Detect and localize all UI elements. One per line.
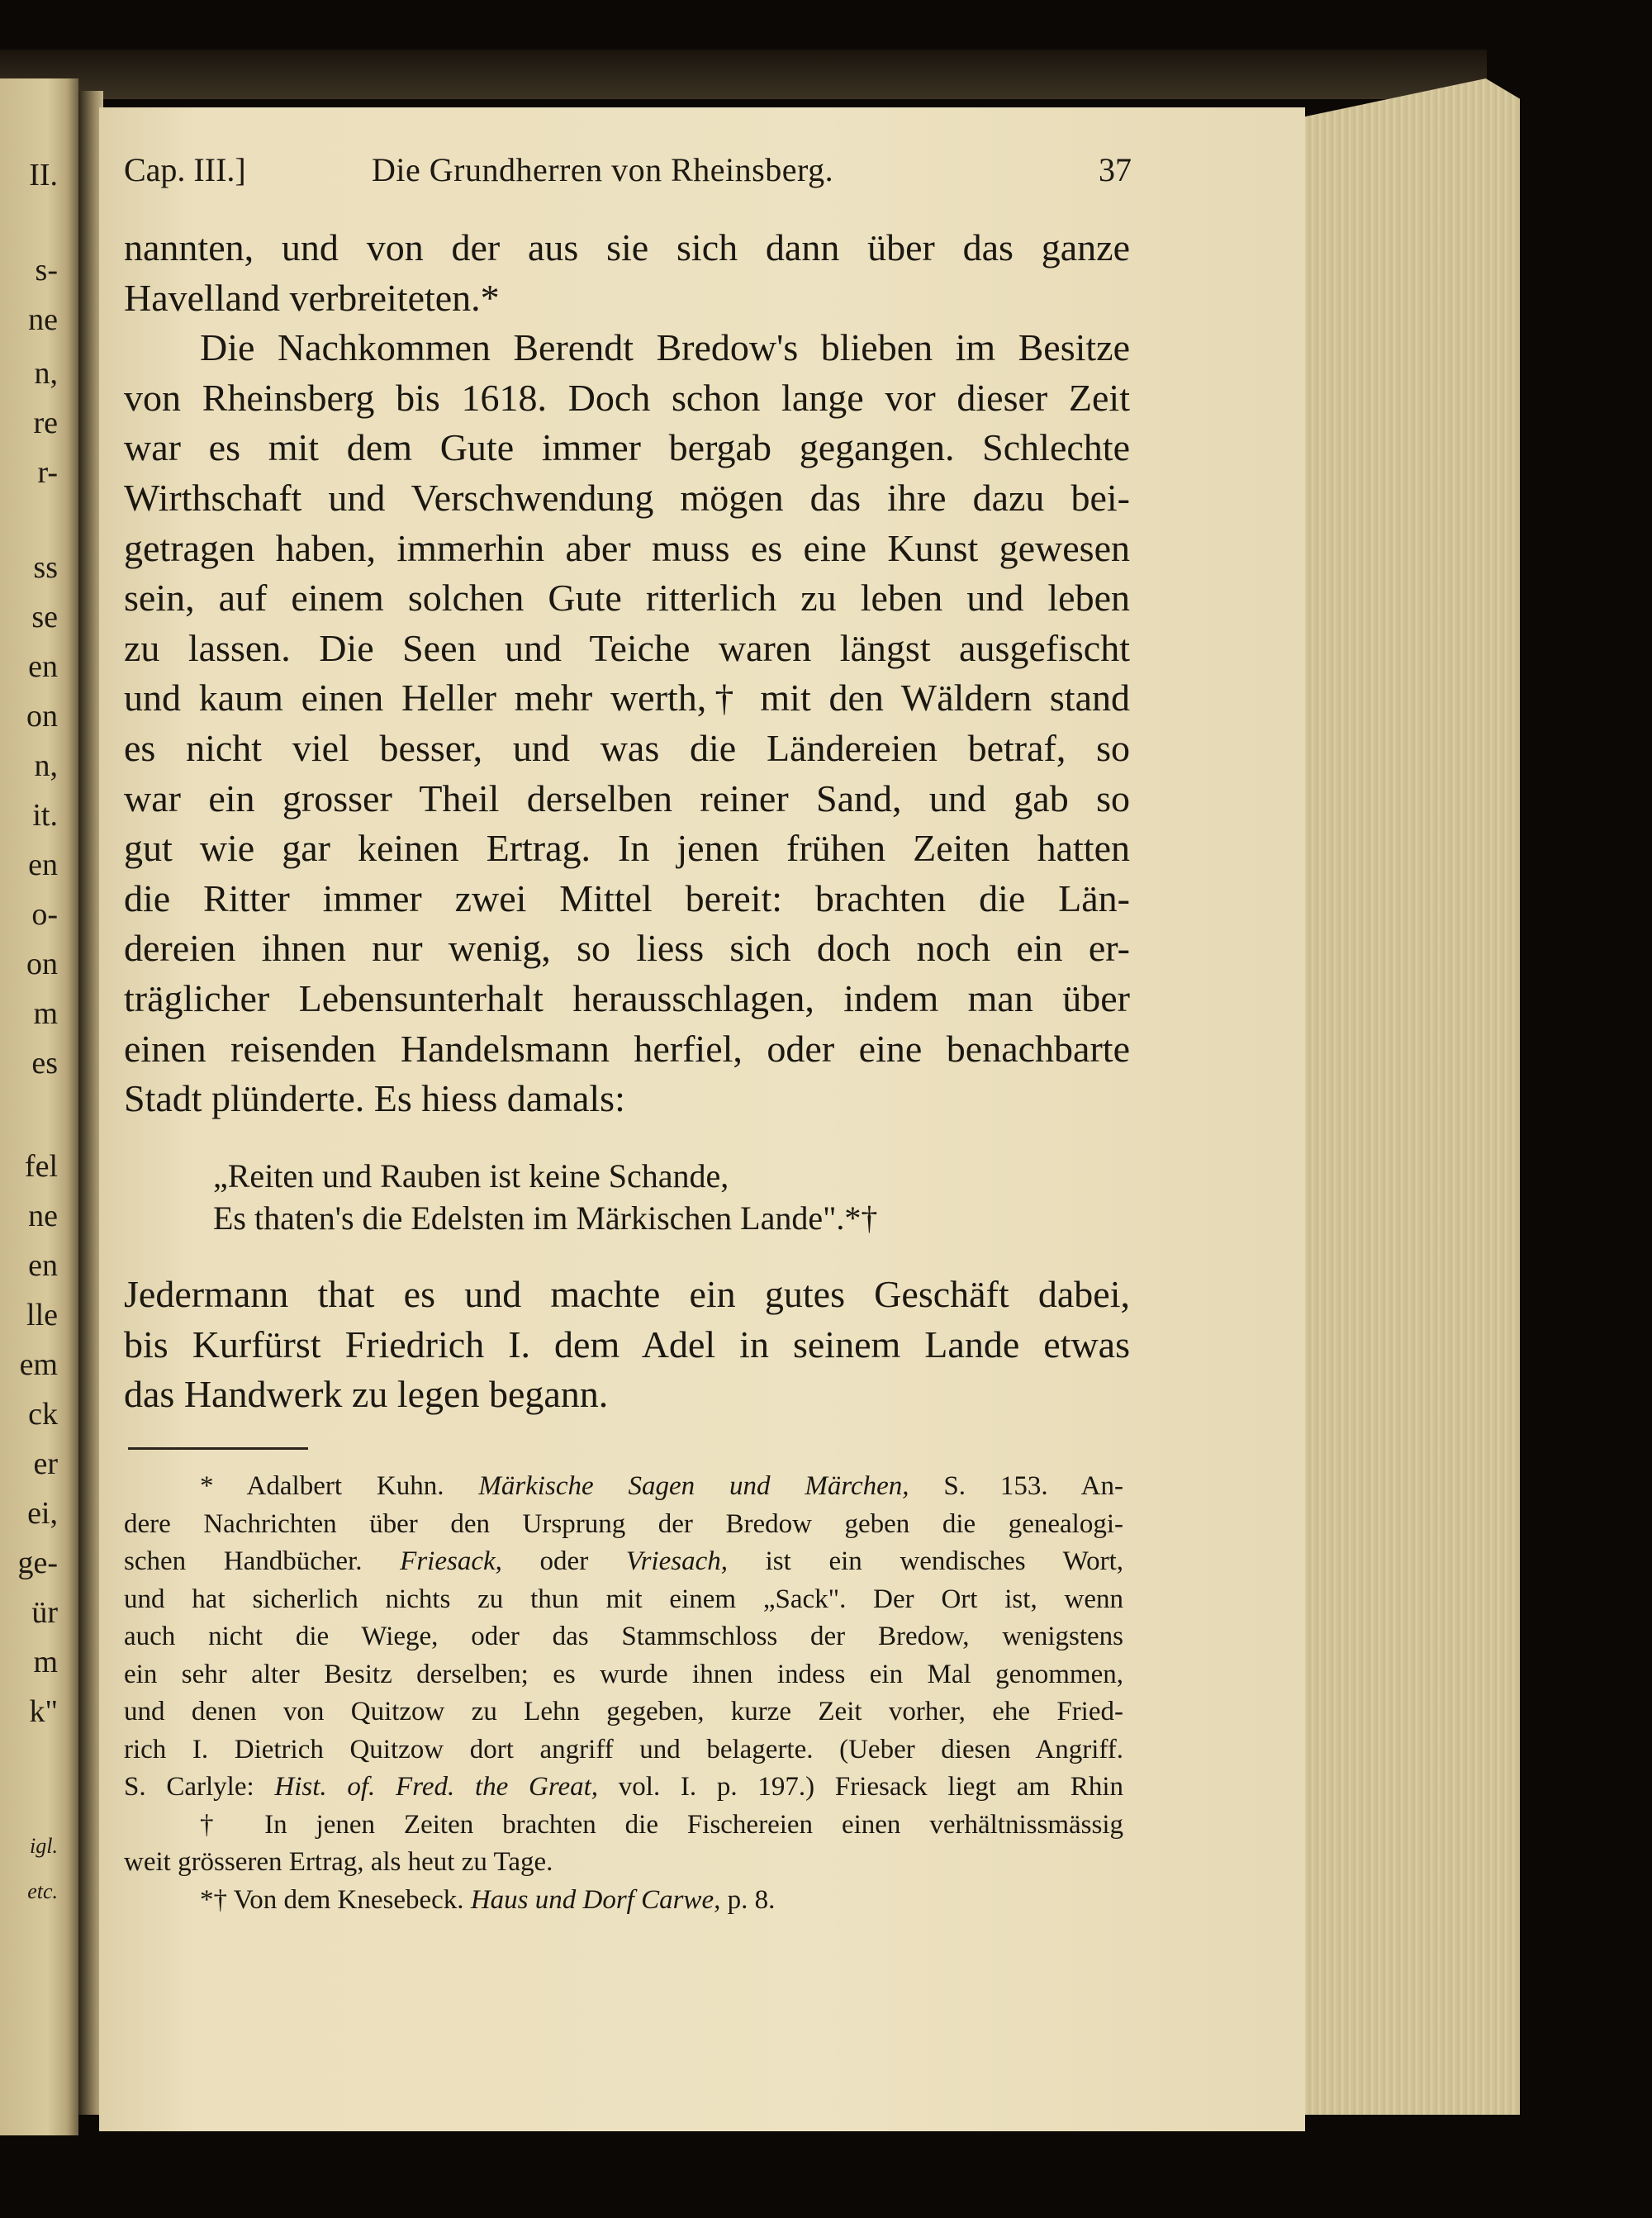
left-page	[0, 78, 78, 2135]
text-line: bis Kurfürst Friedrich I. dem Adel in seinem Lande etwas	[124, 1323, 1130, 1365]
text-line: sein, auf einem solchen Gute ritterlich zu leben und leben	[124, 577, 1130, 620]
left-page-fragment: n,	[34, 748, 58, 783]
text-line: die Ritter immer zwei Mittel bereit: brachten die Län-	[124, 876, 1130, 919]
left-page-fragment: on	[26, 947, 58, 981]
main-text-continued	[124, 1270, 1130, 1420]
left-page-fragment: o-	[31, 897, 58, 932]
left-page-fragment: II.	[29, 158, 58, 192]
text-line: und kaum einen Heller mehr werth,† mit den Wäldern stand	[124, 677, 1130, 720]
text-line: es nicht viel besser, und was die Ländereien betraf, so	[124, 726, 1130, 769]
running-title: Die Grundherren von Rheinsberg.	[372, 151, 834, 188]
left-page-fragment: ne	[28, 1199, 58, 1233]
left-page-fragment: m	[33, 996, 58, 1031]
left-page-fragment: ne	[28, 302, 58, 337]
page-edges	[1293, 78, 1520, 2115]
footnote-line: dere Nachrichten über den Ursprung der Bredow geben die genealogi-	[124, 1508, 1123, 1539]
text-line: war ein grosser Theil derselben reiner Sand, und gab so	[124, 777, 1130, 819]
left-page-fragment: ss	[33, 550, 58, 585]
left-page-fragment: ge-	[17, 1546, 58, 1580]
left-page-fragment: es	[31, 1046, 58, 1081]
text-line: war es mit dem Gute immer bergab gegangen. Schlechte	[124, 426, 1130, 469]
left-page-fragment: lle	[26, 1298, 58, 1332]
left-page-fragment: on	[26, 699, 58, 734]
text-line: dereien ihnen nur wenig, so liess sich doch noch ein er-	[124, 927, 1130, 970]
text-line: träglicher Lebensunterhalt herausschlagen, indem man über	[124, 976, 1130, 1019]
text-line: nannten, und von der aus sie sich dann über das ganze	[124, 226, 1130, 268]
main-text	[124, 223, 1130, 1124]
left-page-fragment: ck	[28, 1397, 58, 1432]
page-number: 37	[1099, 151, 1132, 188]
text-line: Die Nachkommen Berendt Bredow's blieben im Besitze	[200, 326, 1130, 369]
left-page-fragment: r-	[37, 455, 58, 490]
text-line: einen reisenden Handelsmann herfiel, oder eine benachbarte	[124, 1027, 1130, 1070]
left-page-fragment: er	[33, 1446, 58, 1481]
text-line: Jedermann that es und machte ein gutes Geschäft dabei,	[124, 1273, 1130, 1315]
left-page-fragment: n,	[34, 356, 58, 391]
left-page-fragment: en	[28, 649, 58, 684]
left-page-text-fragments	[0, 78, 78, 2135]
left-page-fragment: em	[19, 1347, 58, 1382]
text-line: von Rheinsberg bis 1618. Doch schon lange vor dieser Zeit	[124, 376, 1130, 419]
left-page-fragment: k"	[29, 1694, 58, 1729]
left-page-fragment: en	[28, 848, 58, 882]
text-line: getragen haben, immerhin aber muss es eine Kunst gewesen	[124, 526, 1130, 569]
chapter-label: Cap. III.]	[124, 151, 246, 188]
text-line: zu lassen. Die Seen und Teiche waren längst ausgefischt	[124, 626, 1130, 669]
left-page-fragment: igl.	[30, 1834, 58, 1858]
footnote-line: und denen von Quitzow zu Lehn gegeben, kurze Zeit vorher, ehe Fried-	[124, 1697, 1123, 1726]
footnote-line: * Adalbert Kuhn. Märkische Sagen und Märchen, S. 153. An-	[200, 1471, 1123, 1501]
text-line: Havelland verbreiteten.*	[124, 276, 500, 319]
left-page-fragment: fel	[24, 1149, 58, 1184]
left-page-fragment: m	[33, 1645, 58, 1679]
footnote-line: ein sehr alter Besitz derselben; es wurde ihnen indess ein Mal genommen,	[124, 1659, 1123, 1689]
footnote-line: und hat sicherlich nichts zu thun mit einem „Sack". Der Ort ist, wenn	[124, 1584, 1123, 1614]
footnote-line: rich I. Dietrich Quitzow dort angriff und belagerte. (Ueber diesen Angriff.	[124, 1734, 1123, 1764]
text-line: Wirthschaft und Verschwendung mögen das ihre dazu bei-	[124, 476, 1130, 519]
footnotes	[124, 1468, 1123, 1919]
left-page-fragment: ei,	[27, 1496, 58, 1531]
left-page-fragment: se	[31, 600, 58, 634]
footnote-line: auch nicht die Wiege, oder das Stammschloss der Bredow, wenigstens	[124, 1622, 1123, 1651]
footnote-line: *† Von dem Knesebeck. Haus und Dorf Carwe, p. 8.	[200, 1884, 776, 1915]
footnote-line: weit grösseren Ertrag, als heut zu Tage.	[124, 1847, 553, 1877]
left-page-fragment: it.	[32, 798, 58, 833]
text-line: Stadt plünderte. Es hiess damals:	[124, 1077, 625, 1120]
running-header	[124, 150, 1132, 192]
left-page-fragment: etc.	[27, 1879, 58, 1903]
book-cover-edge	[0, 50, 1487, 99]
footnote-line: schen Handbücher. Friesack, oder Vriesach, ist ein wendisches Wort,	[124, 1546, 1124, 1576]
footnote-line: S. Carlyle: Hist. of. Fred. the Great, vol. I. p. 197.) Friesack liegt am Rhin	[124, 1772, 1124, 1802]
footnote-rule	[128, 1447, 308, 1450]
left-page-fragment: en	[28, 1248, 58, 1283]
footnote-line: † In jenen Zeiten brachten die Fischereien einen verhältnissmässig	[200, 1809, 1123, 1840]
left-page-fragment: ür	[31, 1595, 58, 1630]
verse-quote	[213, 1155, 1039, 1239]
text-line: das Handwerk zu legen begann.	[124, 1373, 609, 1416]
text-line: gut wie gar keinen Ertrag. In jenen frühen Zeiten hatten	[124, 827, 1130, 870]
verse-line: Es thaten's die Edelsten im Märkischen Lande".*†	[213, 1199, 878, 1237]
verse-line: „Reiten und Rauben ist keine Schande,	[213, 1157, 729, 1194]
left-page-fragment: s-	[35, 253, 58, 287]
left-page-fragment: re	[33, 406, 58, 440]
